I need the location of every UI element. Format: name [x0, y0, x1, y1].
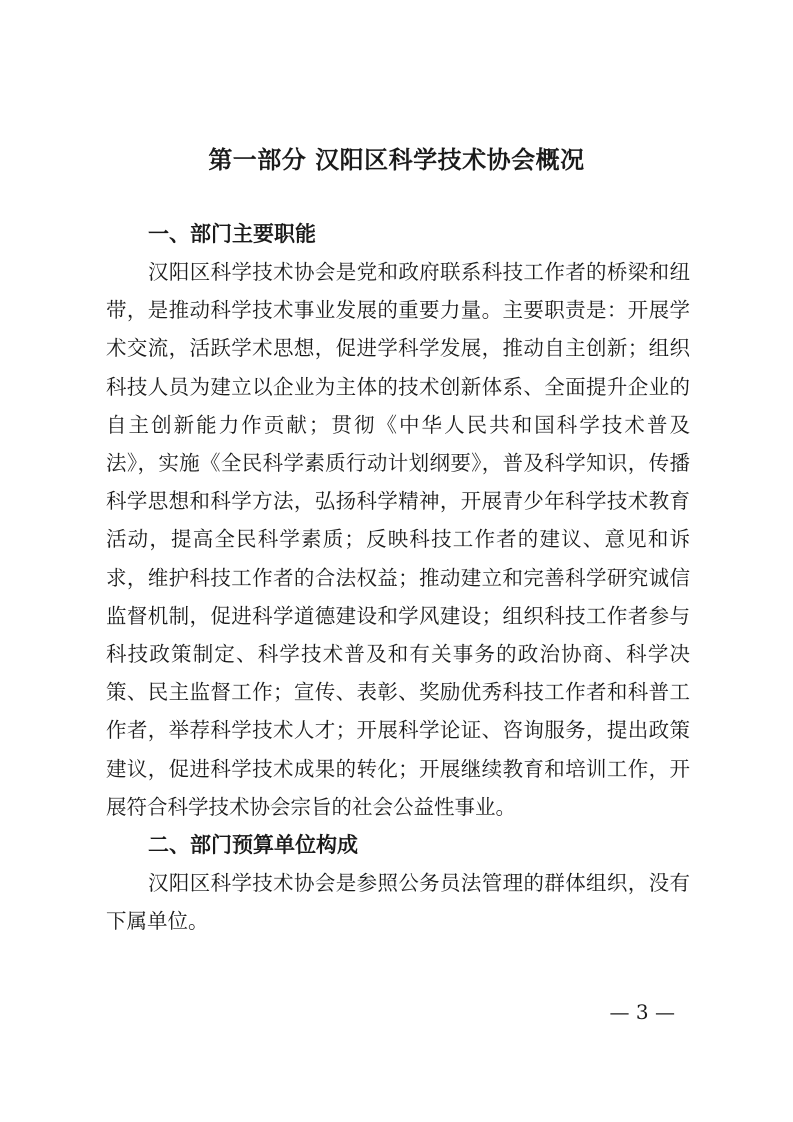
page-number: — 3 — — [609, 1000, 675, 1024]
section-paragraph-units: 汉阳区科学技术协会是参照公务员法管理的群体组织，没有下属单位。 — [106, 871, 690, 934]
document-body — [106, 215, 690, 940]
section-paragraph-functions: 汉阳区科学技术协会是党和政府联系科技工作者的桥梁和纽带，是推动科学技术事业发展的重要力量。主要职责是：开展学术交流，活跃学术思想，促进学科学发展，推动自主创新；组织科技人员为建立以企业为主体的技术创新体系、全面提升企业的自主创新能力作贡献；贯彻《中华人民共和国科学技术普及法》，实施《全民科学素质行动计划纲要》，普及科学知识，传播科学思想和科学方法，弘扬科学精神，开展青少年科学技术教育活动，提高全民科学素质；反映科技工作者的建议、意见和诉求，维护科技工作者的合法权益；推动建立和完善科学研究诚信监督机制，促进科学道德建设和学风建设；组织科技工作者参与科技政策制定、科学技术普及和有关事务的政治协商、科学决策、民主监督工作；宣传、表彰、奖励优秀科技工作者和科普工作者，举荐科学技术人才；开展科学论证、咨询服务，提出政策建议，促进科学技术成果的转化；开展继续教育和培训工作，开展符合科学技术协会宗旨的社会公益性事业。 — [106, 260, 690, 819]
page-title: 第一部分 汉阳区科学技术协会概况 — [208, 146, 585, 174]
section-heading-functions: 一、部门主要职能 — [148, 222, 316, 246]
section-heading-units: 二、部门预算单位构成 — [148, 833, 358, 858]
